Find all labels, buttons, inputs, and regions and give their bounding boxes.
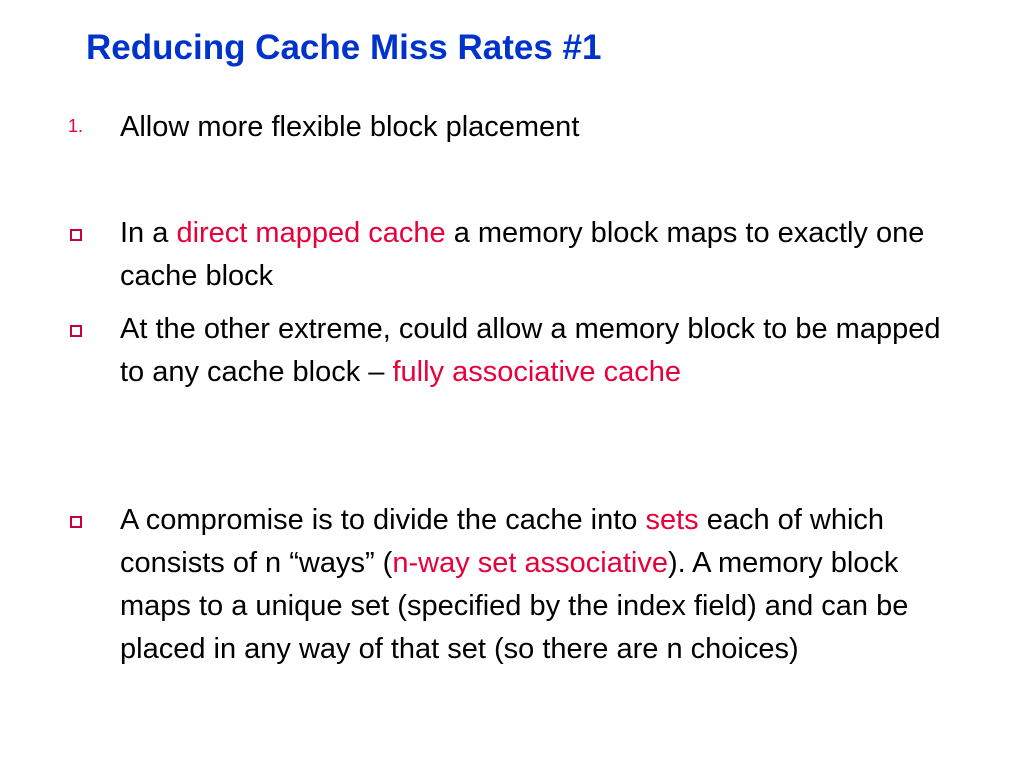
text-segment: ). A memory block maps to a unique set (specified by the index field) and can be placed in any way of that set (so there are n choices) — [120, 547, 909, 665]
text-segment: In a — [120, 217, 177, 249]
text-segment: A compromise is to divide the cache into — [120, 504, 646, 536]
item-text — [120, 499, 975, 671]
highlighted-term: n-way set associative — [392, 547, 668, 579]
text-segment: a memory block maps to exactly one cache block — [120, 217, 925, 292]
text-segment: each of which consists of n “ways” ( — [120, 504, 885, 579]
list-number: 1. — [68, 116, 84, 136]
highlighted-term: fully associative cache — [392, 356, 681, 388]
square-bullet-icon — [70, 516, 82, 528]
square-bullet-icon — [70, 325, 82, 337]
item-text — [120, 106, 980, 149]
item-text — [120, 308, 970, 394]
square-bullet-icon — [70, 229, 82, 241]
slide-title: Reducing Cache Miss Rates #1 — [86, 28, 602, 67]
text-segment: At the other extreme, could allow a memory block to be mapped to any cache block – — [120, 313, 941, 388]
text-segment: Allow more flexible block placement — [120, 111, 580, 143]
highlighted-term: direct mapped cache — [176, 217, 446, 249]
item-text — [120, 212, 970, 298]
highlighted-term: sets — [645, 504, 699, 536]
